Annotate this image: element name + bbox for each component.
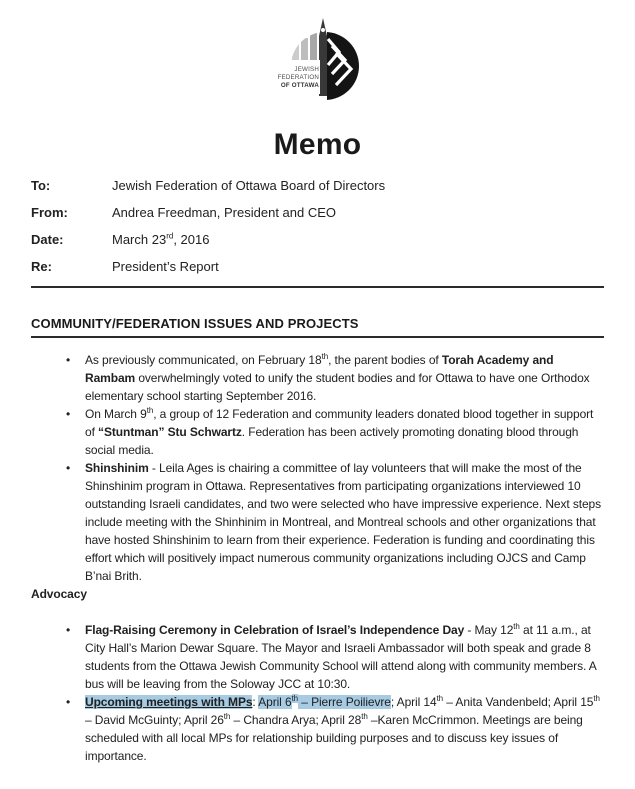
field-label-from: From: [31, 205, 68, 220]
memo-field-row-date [31, 232, 604, 248]
header-divider [31, 286, 604, 288]
bullet-item-torah-academy: • As previously communicated, on February 18th, the parent bodies of Torah Academy and Rambam overwhelmingly voted to unify the student bodies and for Ottawa to have one Orthodox elementary school starting September 2016. [85, 351, 604, 405]
field-label-re: Re: [31, 259, 52, 274]
memo-field-row-to [31, 178, 604, 194]
logo-text-line: JEWISH [293, 66, 319, 73]
logo-mark [275, 14, 375, 104]
field-value-to: Jewish Federation of Ottawa Board of Directors [112, 178, 386, 193]
field-label-to: To: [31, 178, 51, 193]
memo-header-fields [31, 178, 604, 275]
bullet-item-flag-raising: • Flag-Raising Ceremony in Celebration of Israel’s Independence Day - May 12th at 11 a.m., at City Hall’s Marion Dewar Square. The Mayor and Israeli Ambassador will both speak and grade 8 students from the Ottawa Jewish Community School will attend along with community members. A bus will be leaving from the Soloway JCC at 10:30. [85, 621, 604, 693]
logo-candle [319, 18, 327, 96]
bullet-item-mp-meetings: • Upcoming meetings with MPs: April 6th – Pierre Poilievre; April 14th – Anita Vandenbeld; April 15th – David McGuinty; April 26th – Chandra Arya; April 28th –Karen McCrimmon. Meetings are being scheduled with all local MPs for relationship building purposes and to discuss key issues of importance. [85, 693, 604, 765]
bullet-item-shinshinim: • Shinshinim - Leila Ages is chairing a committee of lay volunteers that will make the most of the Shinshinim program in Ottawa. Representatives from participating organizations interviewed 10 outstanding Israeli candidates, and two were selected who have impressive experience. Next steps include meeting with the Shinhinim in Montreal, and Montreal schools and other organizations that have hosted Shinshinim to learn from their experience. Federation is funding and coordinating this effort which will positively impact numerous community organizations including OJCS and Camp B’nai Brith. [85, 459, 604, 585]
organization-logo [275, 14, 375, 104]
logo-text-line: FEDERATION [277, 74, 319, 81]
memo-title: Memo [273, 128, 362, 161]
bullet-list [31, 351, 604, 585]
section-heading: COMMUNITY/FEDERATION ISSUES AND PROJECTS [31, 316, 604, 338]
advocacy-heading: Advocacy [31, 587, 87, 601]
memo-field-row-re [31, 259, 604, 275]
memo-field-row-from [31, 205, 604, 221]
field-label-date: Date: [31, 232, 64, 247]
bullet-item-blood-donation: • On March 9th, a group of 12 Federation and community leaders donated blood together in support of “Stuntman” Stu Schwartz. Federation has been actively promoting donating blood through social media. [85, 405, 604, 459]
logo-text-line: OF OTTAWA [280, 82, 319, 89]
advocacy-bullet-list [31, 621, 604, 765]
field-value-from: Andrea Freedman, President and CEO [112, 205, 337, 220]
field-value-date: March 23rd, 2016 [112, 231, 210, 247]
logo-crescent [327, 32, 361, 100]
field-value-re: President’s Report [112, 259, 219, 274]
